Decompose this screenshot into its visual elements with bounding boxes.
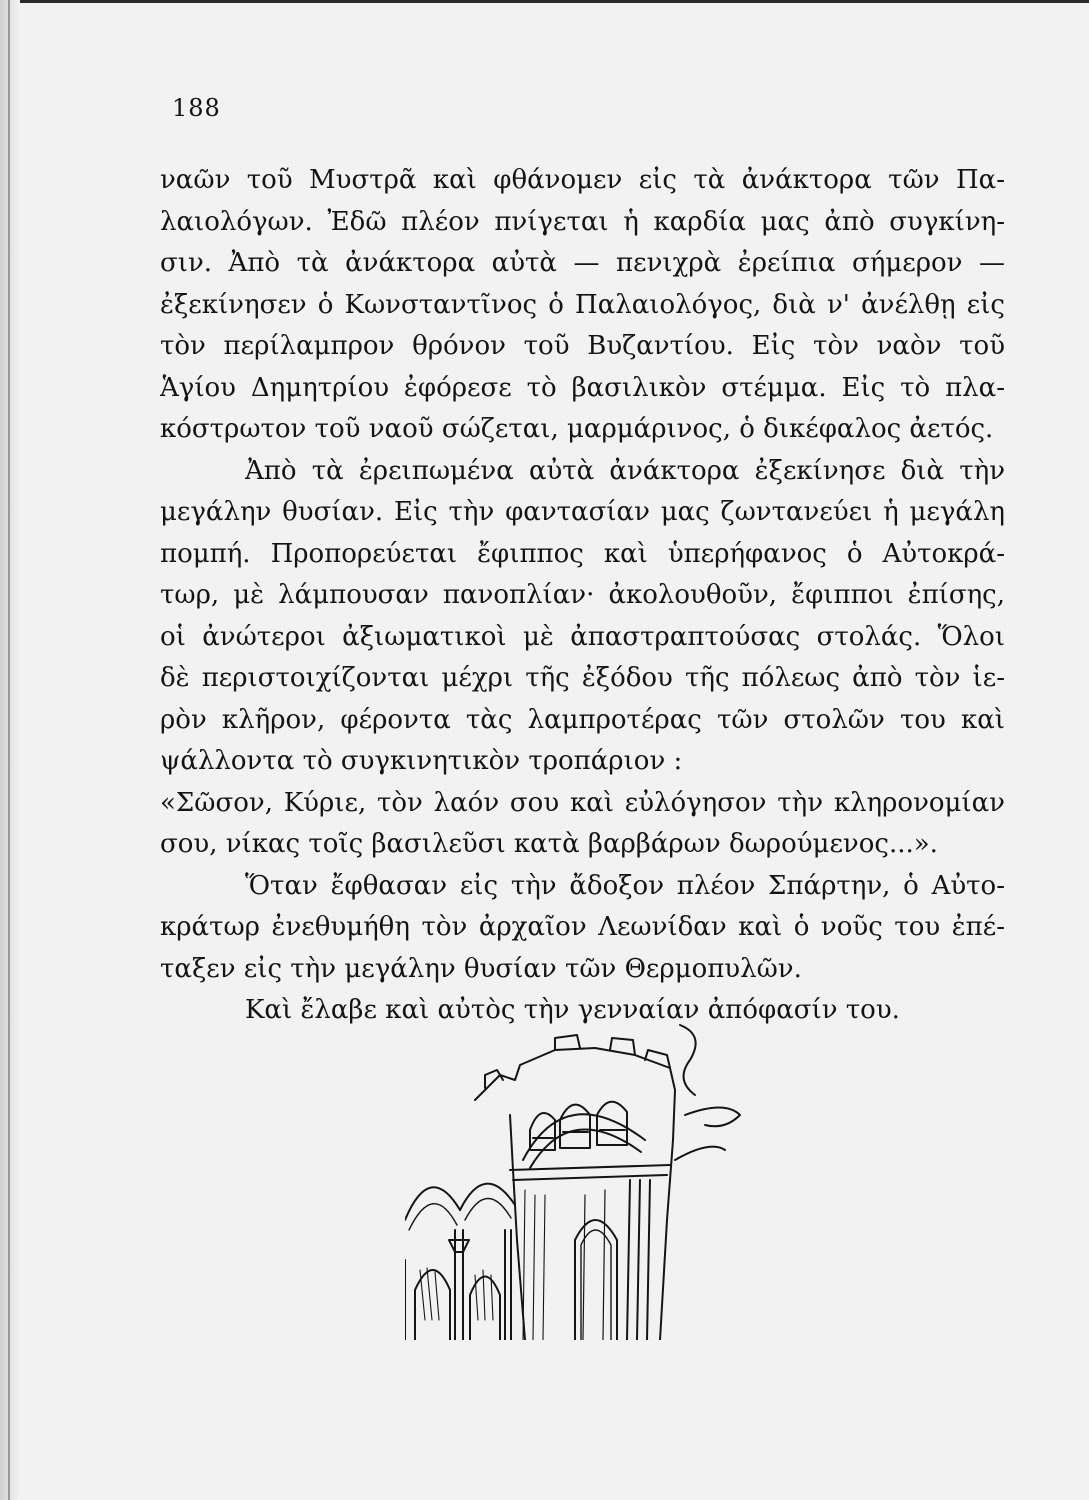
text-line-2: λαιολόγων. Ἐδῶ πλέον πνίγεται ἡ καρδία μας ἀπὸ συγκίνη-	[160, 206, 1005, 237]
text-line-16: «Σῶσον, Κύριε, τὸν λαόν σου καὶ εὐλόγησον τὴν κληρονομίαν	[160, 787, 1005, 818]
text-line-8: Ἀπὸ τὰ ἐρειπωμένα αὐτὰ ἀνάκτορα ἐξεκίνησε διὰ τὴν	[245, 455, 1005, 486]
text-line-19: κράτωρ ἐνεθυμήθη τὸν ἀρχαῖον Λεωνίδαν καὶ ὁ νοῦς του ἐπέ-	[160, 912, 1005, 942]
text-line-14: ρὸν κλῆρον, φέροντα τὰς λαμπροτέρας τῶν στολῶν του καὶ	[160, 704, 1005, 735]
text-line-10: πομπή. Προπορεύεται ἔφιππος καὶ ὑπερήφανος ὁ Αὐτοκρά-	[160, 538, 1005, 569]
text-line-15: ψάλλοντα τὸ συγκινητικὸν τροπάριον :	[160, 746, 683, 776]
text-line-12: οἱ ἀνώτεροι ἀξιωματικοὶ μὲ ἀπαστραπτούσας στολάς. Ὅλοι	[160, 621, 1005, 652]
text-line-3: σιν. Ἀπὸ τὰ ἀνάκτορα αὐτὰ — πενιχρὰ ἐρείπια σήμερον —	[160, 248, 1005, 278]
gutter-line	[8, 0, 10, 1500]
text-line-1: ναῶν τοῦ Μυστρᾶ καὶ φθάνομεν εἰς τὰ ἀνάκτορα τῶν Πα-	[160, 165, 1005, 195]
book-gutter	[0, 0, 20, 1500]
text-line-17: σου, νίκας τοῖς βασιλεῦσι κατὰ βαρβάρων δωρούμενος...».	[160, 829, 938, 859]
text-line-20: ταξεν εἰς τὴν μεγάλην θυσίαν τῶν Θερμοπυλῶν.	[160, 953, 802, 984]
text-line-6: Ἁγίου Δημητρίου ἐφόρεσε τὸ βασιλικὸν στέμμα. Εἰς τὸ πλα-	[160, 372, 1005, 403]
body-text	[160, 160, 1005, 1032]
page-number: 188	[172, 94, 221, 122]
text-line-11: τωρ, μὲ λάμπουσαν πανοπλίαν· ἀκολουθοῦν, ἔφιπποι ἐπίσης,	[160, 580, 1005, 610]
text-line-21: Καὶ ἔλαβε καὶ αὐτὸς τὴν γενναίαν ἀπόφασίν του.	[245, 995, 900, 1025]
mystras-palace-ruins-sketch	[405, 1020, 745, 1340]
page-top-edge	[0, 0, 1089, 3]
text-line-4: ἐξεκίνησεν ὁ Κωνσταντῖνος ὁ Παλαιολόγος, διὰ ν' ἀνέλθῃ εἰς	[160, 289, 1005, 320]
text-line-5: τὸν περίλαμπρον θρόνον τοῦ Βυζαντίου. Εἰς τὸν ναὸν τοῦ	[160, 331, 1005, 361]
text-line-7: κόστρωτον τοῦ ναοῦ σώζεται, μαρμάρινος, ὁ δικέφαλος ἀετός.	[160, 414, 994, 444]
text-line-13: δὲ περιστοιχίζονται μέχρι τῆς ἐξόδου τῆς πόλεως ἀπὸ τὸν ἱε-	[160, 663, 1005, 693]
text-line-18: Ὅταν ἔφθασαν εἰς τὴν ἄδοξον πλέον Σπάρτην, ὁ Αὐτο-	[245, 870, 1005, 901]
text-line-9: μεγάλην θυσίαν. Εἰς τὴν φαντασίαν μας ζωντανεύει ἡ μεγάλη	[160, 497, 1005, 527]
